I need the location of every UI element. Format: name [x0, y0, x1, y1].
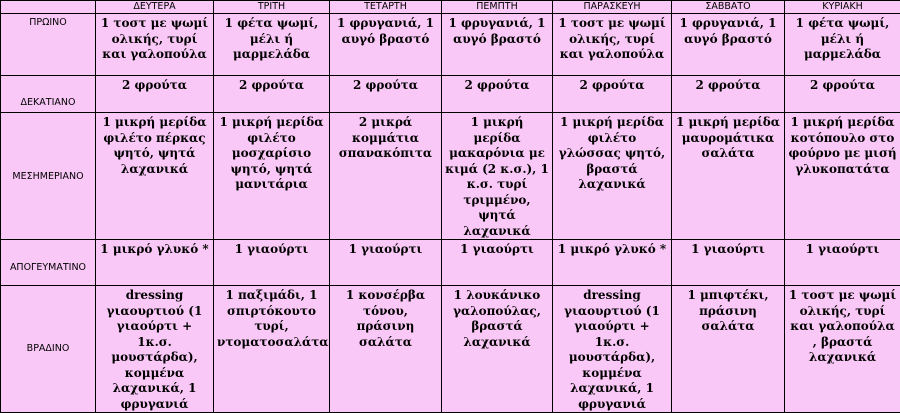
meal-cell: 1 γιαούρτι — [442, 240, 553, 286]
meal-cell: 2 φρούτα — [672, 76, 785, 113]
meal-row-dinner — [1, 286, 900, 413]
meal-cell: 1 παξιμάδι, 1 σπιρτόκουτο τυρί, ντοματοσαλάτα — [214, 286, 330, 413]
day-header-thursday: ΠΕΜΠΤΗ — [442, 1, 553, 14]
meal-cell: 1 μικρή μερίδα φιλέτο πέρκας ψητό, ψητά λαχανικά — [96, 113, 214, 240]
meal-cell: 1 μικρή μερίδα μακαρόνια με κιμά (2 κ.σ.), 1 κ.σ. τυρί τριμμένο, ψητά λαχανικά — [442, 113, 553, 240]
meal-cell: 1 μικρή μερίδα φιλέτο μοσχαρίσιο ψητό, ψητά μανιτάρια — [214, 113, 330, 240]
meal-label-snack-afternoon: ΑΠΟΓΕΥΜΑΤΙΝΟ — [1, 240, 96, 286]
meal-cell: 2 φρούτα — [96, 76, 214, 113]
header-row — [1, 1, 900, 14]
meal-cell: 1 φέτα ψωμί, μέλι ή μαρμελάδα — [785, 14, 900, 76]
meal-label-lunch: ΜΕΣΗΜΕΡΙΑΝΟ — [1, 113, 96, 240]
meal-row-snack-morning — [1, 76, 900, 113]
meal-label-snack-morning: ΔΕΚΑΤΙΑΝΟ — [1, 76, 96, 113]
day-header-monday: ΔΕΥΤΕΡΑ — [96, 1, 214, 14]
meal-cell: 1 γιαούρτι — [672, 240, 785, 286]
meal-row-snack-afternoon — [1, 240, 900, 286]
meal-label-dinner: ΒΡΑΔΙΝΟ — [1, 286, 96, 413]
meal-cell: 1 μικρή μερίδα κοτόπουλο στο φούρνο με μισή γλυκοπατάτα — [785, 113, 900, 240]
meal-cell: 1 φρυγανιά, 1 αυγό βραστό — [330, 14, 442, 76]
meal-label-breakfast: ΠΡΩΙΝΟ — [1, 14, 96, 76]
day-header-friday: ΠΑΡΑΣΚΕΥΗ — [553, 1, 672, 14]
meal-row-lunch — [1, 113, 900, 240]
meal-cell: 1 τοστ με ψωμί ολικής, τυρί και γαλοπούλα — [96, 14, 214, 76]
day-header-sunday: ΚΥΡΙΑΚΗ — [785, 1, 900, 14]
meal-cell: 2 φρούτα — [785, 76, 900, 113]
meal-cell: 1 λουκάνικο γαλοπούλας, βραστά λαχανικά — [442, 286, 553, 413]
meal-cell: 1 τοστ με ψωμί ολικής, τυρί και γαλοπούλα , βραστά λαχανικά — [785, 286, 900, 413]
meal-cell: 1 φρυγανιά, 1 αυγό βραστό — [672, 14, 785, 76]
meal-cell: 2 φρούτα — [553, 76, 672, 113]
day-header-tuesday: ΤΡΙΤΗ — [214, 1, 330, 14]
day-header-saturday: ΣΑΒΒΑΤΟ — [672, 1, 785, 14]
meal-cell: 1 μπιφτέκι, πράσινη σαλάτα — [672, 286, 785, 413]
meal-cell: 1 γιαούρτι — [785, 240, 900, 286]
meal-cell: dressing γιαουρτιού (1 γιαούρτι + 1κ.σ. μουστάρδα), κομμένα λαχανικά, 1 φρυγανιά — [96, 286, 214, 413]
meal-cell: 1 μικρό γλυκό * — [553, 240, 672, 286]
meal-cell: 1 μικρή μερίδα φιλέτο γλώσσας ψητό, βραστά λαχανικά — [553, 113, 672, 240]
corner-cell — [1, 1, 96, 14]
meal-cell: 2 μικρά κομμάτια σπανακόπιτα — [330, 113, 442, 240]
meal-cell: 1 γιαούρτι — [214, 240, 330, 286]
meal-cell: 1 γιαούρτι — [330, 240, 442, 286]
meal-cell: 1 φρυγανιά, 1 αυγό βραστό — [442, 14, 553, 76]
meal-cell: 1 μικρό γλυκό * — [96, 240, 214, 286]
meal-cell: 2 φρούτα — [330, 76, 442, 113]
meal-cell: 2 φρούτα — [214, 76, 330, 113]
meal-cell: 1 τοστ με ψωμί ολικής, τυρί και γαλοπούλα — [553, 14, 672, 76]
meal-cell: 1 φέτα ψωμί, μέλι ή μαρμελάδα — [214, 14, 330, 76]
meal-cell: 1 μικρή μερίδα μαυρομάτικα σαλάτα — [672, 113, 785, 240]
meal-cell: 2 φρούτα — [442, 76, 553, 113]
day-header-wednesday: ΤΕΤΑΡΤΗ — [330, 1, 442, 14]
meal-cell: 1 κονσέρβα τόνου, πράσινη σαλάτα — [330, 286, 442, 413]
meal-row-breakfast — [1, 14, 900, 76]
meal-cell: dressing γιαουρτιού (1 γιαούρτι + 1κ.σ. μουστάρδα), κομμένα λαχανικά, 1 φρυγανιά — [553, 286, 672, 413]
